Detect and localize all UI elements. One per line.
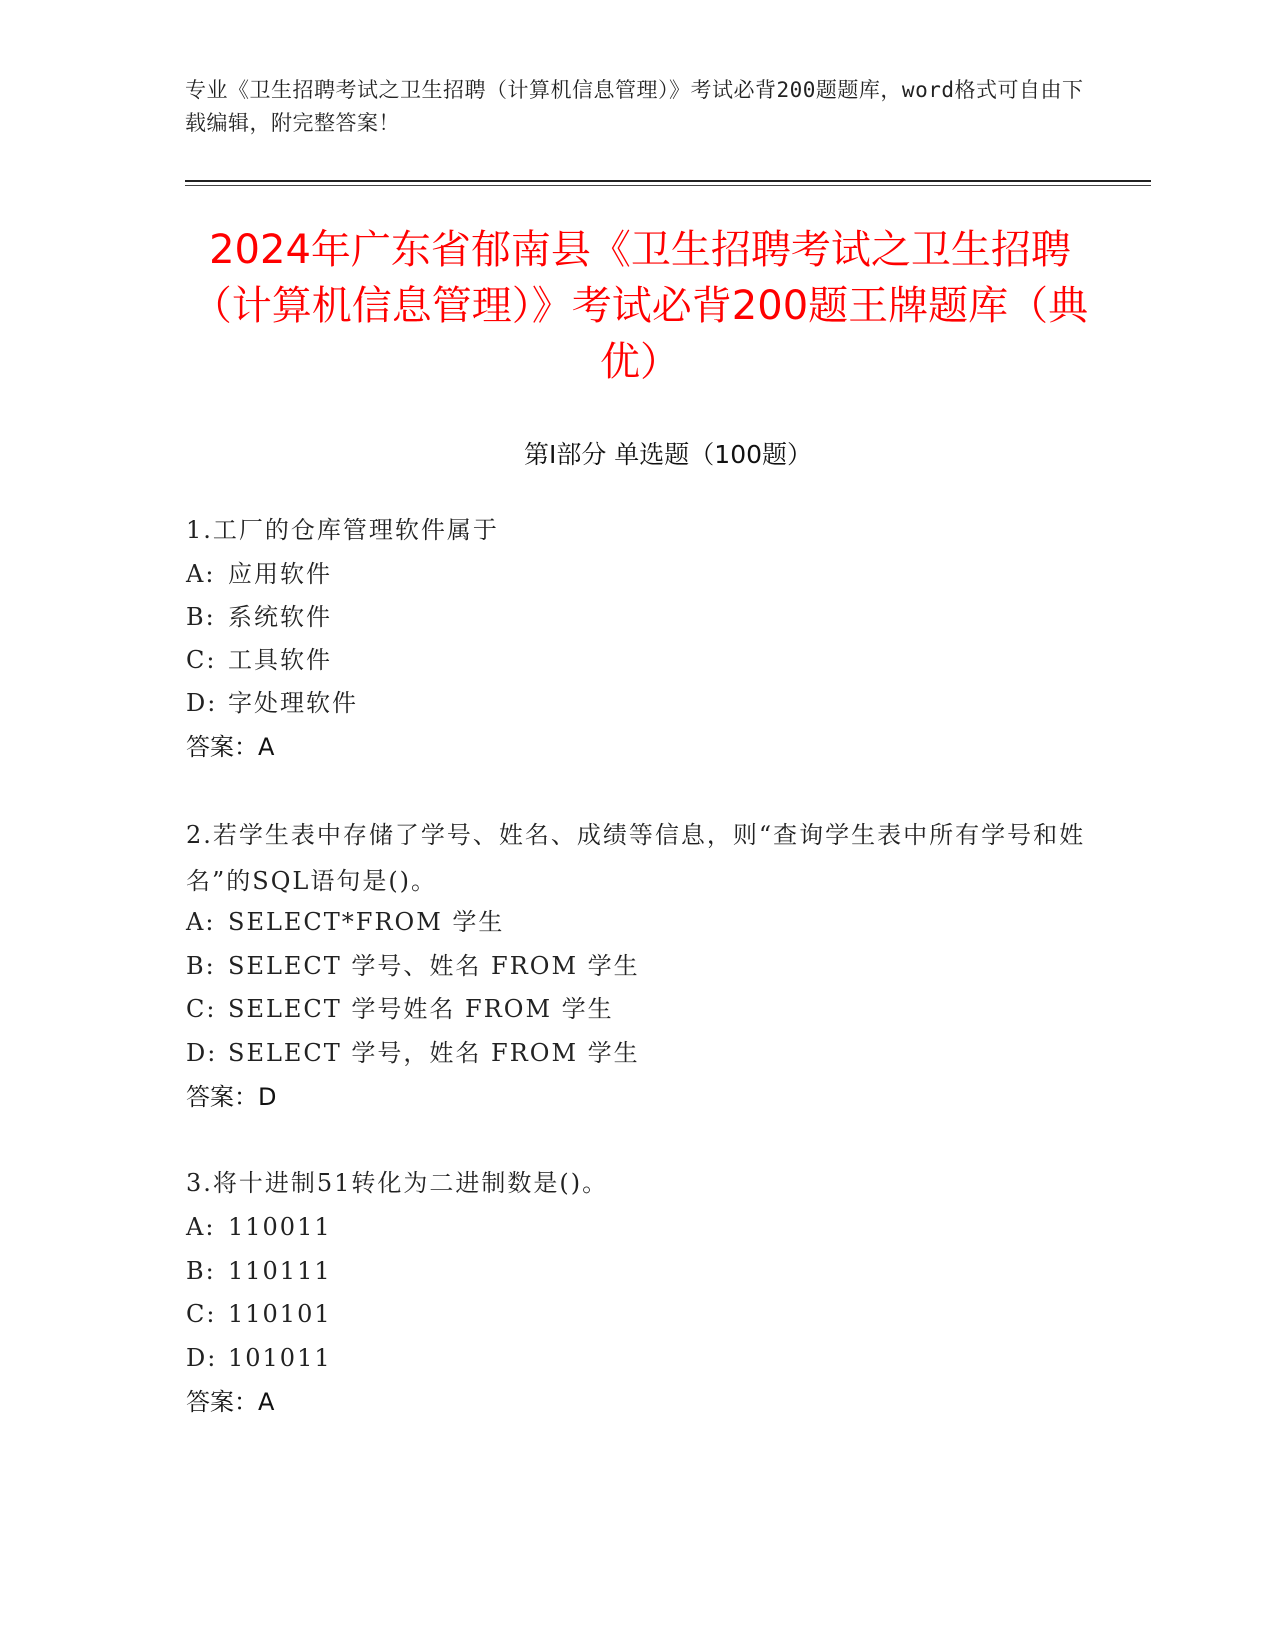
option-label: B:: [186, 1257, 216, 1285]
question-1-option-c: [186, 643, 1086, 677]
option-label: D:: [186, 1039, 218, 1067]
section-heading: 第I部分 单选题（100题）: [523, 440, 813, 469]
question-2-option-b: [186, 949, 1086, 983]
question-1-option-a: [186, 557, 1086, 591]
question-3-option-c: [186, 1297, 1086, 1331]
option-text: 110101: [228, 1300, 332, 1328]
option-text: 字处理软件: [228, 689, 358, 717]
option-text: 工具软件: [228, 646, 332, 674]
option-text: SELECT 学号，姓名 FROM 学生: [228, 1039, 640, 1067]
option-label: C:: [186, 1300, 217, 1328]
question-3-option-b: [186, 1254, 1086, 1288]
question-2-answer: 答案：D: [186, 1083, 277, 1111]
option-text: 系统软件: [228, 603, 332, 631]
option-label: A:: [186, 1213, 216, 1241]
question-1-answer: 答案：A: [186, 733, 275, 761]
option-text: SELECT*FROM 学生: [228, 908, 505, 936]
option-label: C:: [186, 995, 217, 1023]
option-label: D:: [186, 689, 218, 717]
question-2-option-d: [186, 1036, 1086, 1070]
option-text: SELECT 学号、姓名 FROM 学生: [228, 952, 640, 980]
question-2-option-c: [186, 992, 1086, 1026]
option-label: A:: [186, 908, 216, 936]
option-text: 101011: [228, 1344, 332, 1372]
option-label: D:: [186, 1344, 218, 1372]
header-rule-thick: [185, 180, 1151, 182]
question-3-option-a: [186, 1210, 1086, 1244]
question-2-option-a: [186, 905, 1086, 939]
document-title: 2024年广东省郁南县《卫生招聘考试之卫生招聘（计算机信息管理）》考试必背200题王牌题库（典优）: [191, 227, 1089, 385]
option-text: 110111: [228, 1257, 332, 1285]
question-3-answer: 答案：A: [186, 1388, 275, 1416]
option-label: A:: [186, 560, 216, 588]
option-text: 应用软件: [228, 560, 332, 588]
question-3-option-d: [186, 1341, 1086, 1375]
question-1-option-d: [186, 686, 1086, 720]
question-1-stem: 1.工厂的仓库管理软件属于: [186, 516, 499, 544]
question-1-option-b: [186, 600, 1086, 634]
header-rule-thin: [185, 185, 1151, 186]
option-text: 110011: [228, 1213, 332, 1241]
question-3-stem: 3.将十进制51转化为二进制数是()。: [186, 1169, 609, 1197]
header-note: 专业《卫生招聘考试之卫生招聘（计算机信息管理）》考试必背200题题库，word格式可自由下载编辑，附完整答案！: [185, 78, 1084, 135]
question-2-stem: 2.若学生表中存储了学号、姓名、成绩等信息，则“查询学生表中所有学号和姓名”的SQL语句是()。: [186, 821, 1086, 895]
option-label: C:: [186, 646, 217, 674]
option-label: B:: [186, 952, 216, 980]
option-label: B:: [186, 603, 216, 631]
option-text: SELECT 学号姓名 FROM 学生: [228, 995, 614, 1023]
